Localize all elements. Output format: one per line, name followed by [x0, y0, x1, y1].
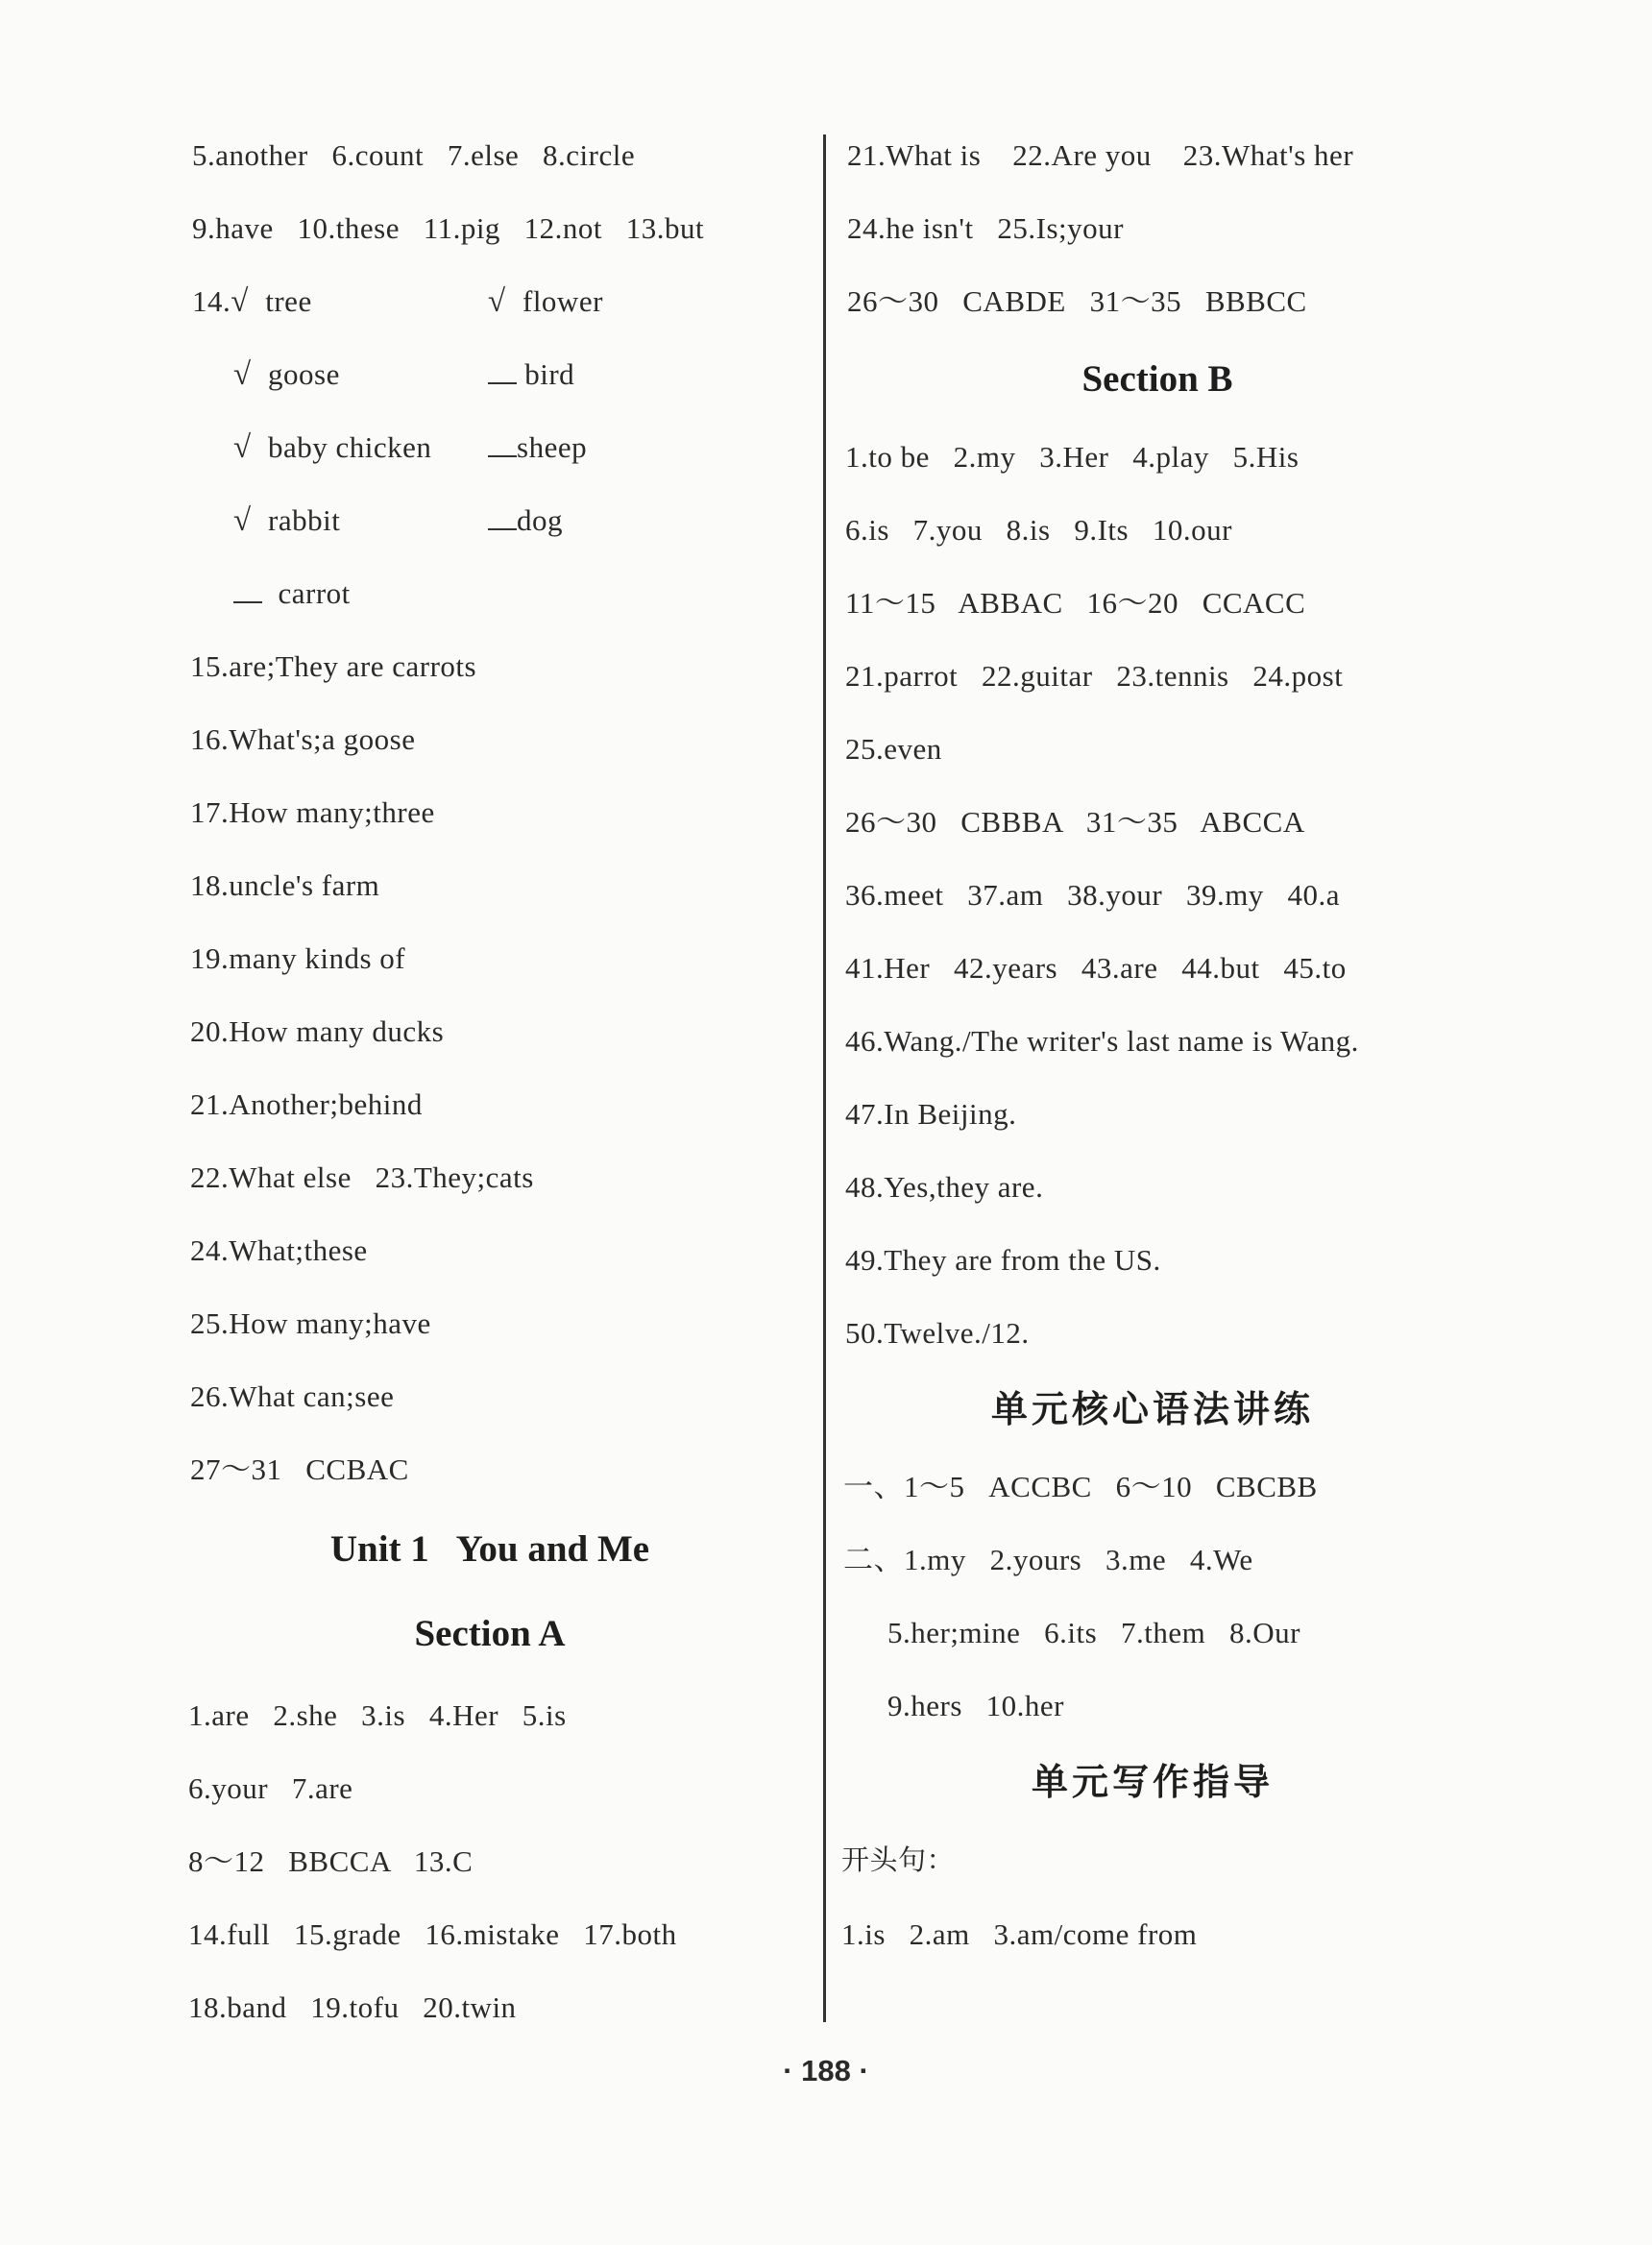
blank-line — [488, 432, 517, 457]
q14-item: sheep — [517, 430, 588, 464]
answer-line: 6.your 7.are — [188, 1771, 353, 1805]
q14-number: 14. — [192, 284, 231, 318]
answer-line: 21.parrot 22.guitar 23.tennis 24.post — [845, 659, 1344, 693]
check-mark: √ — [233, 430, 252, 465]
answer-line: 25.How many;have — [190, 1306, 431, 1340]
check-mark: √ — [488, 284, 506, 319]
check-mark: √ — [231, 284, 249, 319]
answer-line: 19.many kinds of — [190, 941, 406, 975]
q14-item: baby chicken — [268, 430, 432, 464]
answer-line: 46.Wang./The writer's last name is Wang. — [845, 1024, 1359, 1058]
answer-line: 20.How many ducks — [190, 1014, 445, 1048]
answer-line: 11～15 ABBAC 16～20 CCACC — [845, 586, 1306, 620]
answer-line: 24.What;these — [190, 1233, 368, 1267]
answer-line: 48.Yes,they are. — [845, 1170, 1044, 1204]
answer-line: 5.her;mine 6.its 7.them 8.Our — [887, 1616, 1300, 1649]
q14-item: goose — [268, 357, 340, 391]
answer-line: 49.They are from the US. — [845, 1243, 1161, 1277]
q14-row — [488, 282, 603, 321]
answer-line: 22.What else 23.They;cats — [190, 1160, 534, 1194]
q14-row — [233, 574, 351, 613]
answer-line: 1.is 2.am 3.am/come from — [841, 1917, 1198, 1951]
answer-line: 18.uncle's farm — [190, 868, 380, 902]
q14-item: carrot — [278, 576, 351, 610]
answer-line: 36.meet 37.am 38.your 39.my 40.a — [845, 878, 1341, 912]
grammar-heading: 单元核心语法讲练 — [990, 1388, 1314, 1430]
check-mark: √ — [233, 503, 252, 538]
check-mark: √ — [233, 357, 252, 392]
answer-line: 1.are 2.she 3.is 4.Her 5.is — [188, 1698, 567, 1732]
blank-line — [488, 359, 517, 384]
answer-line: 9.have 10.these 11.pig 12.not 13.but — [192, 211, 705, 245]
answer-line: 25.even — [845, 732, 942, 766]
answer-line: 5.another 6.count 7.else 8.circle — [192, 138, 636, 172]
q14-row — [488, 501, 563, 540]
section-b-heading: Section B — [1081, 358, 1233, 400]
answer-line: 8～12 BBCCA 13.C — [188, 1844, 474, 1878]
q14-row — [488, 428, 587, 467]
answer-line: 14.full 15.grade 16.mistake 17.both — [188, 1917, 677, 1951]
answer-line: 21.Another;behind — [190, 1087, 423, 1121]
answer-line: 15.are;They are carrots — [190, 649, 477, 683]
answer-line: 41.Her 42.years 43.are 44.but 45.to — [845, 951, 1347, 985]
blank-line — [233, 578, 262, 603]
answer-line: 17.How many;three — [190, 795, 435, 829]
unit-title: Unit 1 You and Me — [329, 1528, 650, 1570]
q14-item: rabbit — [268, 503, 341, 537]
answer-line: 26～30 CABDE 31～35 BBBCC — [847, 284, 1307, 318]
section-a-heading: Section A — [414, 1613, 566, 1654]
answer-line: 24.he isn't 25.Is;your — [847, 211, 1124, 245]
answer-line: 16.What's;a goose — [190, 722, 416, 756]
answer-line: 27～31 CCBAC — [190, 1452, 409, 1486]
writing-heading: 单元写作指导 — [1031, 1761, 1274, 1803]
answer-line: 50.Twelve./12. — [845, 1316, 1030, 1350]
q14-row — [233, 355, 340, 394]
q14-item: flower — [522, 284, 603, 318]
q14-item: tree — [265, 284, 312, 318]
answer-line: 18.band 19.tofu 20.twin — [188, 1990, 517, 2024]
answer-line: 21.What is 22.Are you 23.What's her — [847, 138, 1354, 172]
answer-line: 一、1～5 ACCBC 6～10 CBCBB — [843, 1470, 1318, 1503]
answer-line: 1.to be 2.my 3.Her 4.play 5.His — [845, 440, 1300, 474]
answer-line: 二、1.my 2.yours 3.me 4.We — [843, 1543, 1253, 1576]
answer-line: 6.is 7.you 8.is 9.Its 10.our — [845, 513, 1232, 547]
answer-line: 26～30 CBBBA 31～35 ABCCA — [845, 805, 1305, 839]
column-divider — [823, 134, 826, 2022]
blank-line — [488, 505, 517, 530]
answer-line: 26.What can;see — [190, 1379, 395, 1413]
q14-row — [192, 282, 312, 321]
q14-item: bird — [524, 357, 575, 391]
answer-line: 9.hers 10.her — [887, 1689, 1064, 1722]
q14-row — [233, 501, 340, 540]
answer-line: 开头句： — [841, 1843, 956, 1876]
page-number: · 188 · — [783, 2054, 869, 2087]
answer-line: 47.In Beijing. — [845, 1097, 1017, 1131]
q14-row — [233, 428, 431, 467]
q14-item: dog — [517, 503, 563, 537]
q14-row — [488, 355, 574, 394]
